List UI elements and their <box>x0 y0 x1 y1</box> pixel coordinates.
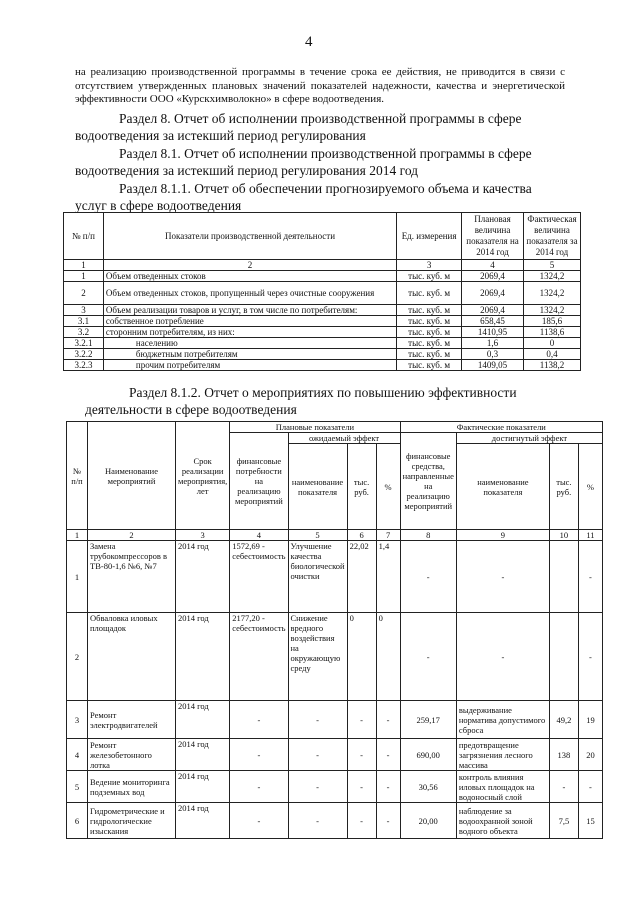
row-num: 5 <box>67 771 88 803</box>
row-num: 3.2 <box>64 327 104 338</box>
table-row <box>64 327 581 338</box>
table2-header-rub: тыс. руб. <box>347 444 376 530</box>
row-name: Ремонт железобетонного лотка <box>88 739 176 771</box>
row-plan: 2069,4 <box>462 271 524 282</box>
row-effect: - <box>288 803 347 839</box>
row-num: 2 <box>67 613 88 701</box>
table-efficiency-measures <box>66 421 603 839</box>
row-actual-finance: 20,00 <box>400 803 456 839</box>
row-effect: Снижение вредного воздействия на окружающую среду <box>288 613 347 701</box>
row-finance: - <box>230 739 288 771</box>
col-number: 4 <box>230 530 288 541</box>
row-unit: тыс. куб. м <box>397 360 462 371</box>
row-actual-pct: - <box>578 771 602 803</box>
col-number: 1 <box>64 260 104 271</box>
table1-column-numbers <box>64 260 581 271</box>
table1-header-indicator: Показатели производственной деятельности <box>103 213 396 260</box>
row-num: 2 <box>64 282 104 305</box>
row-unit: тыс. куб. м <box>397 282 462 305</box>
table-row <box>64 282 581 305</box>
row-unit: тыс. куб. м <box>397 338 462 349</box>
table-row <box>64 305 581 316</box>
heading-section-8-1-2: Раздел 8.1.2. Отчет о мероприятиях по повышению эффективности деятельности в сфере водоотведения <box>85 385 517 417</box>
row-effect: - <box>288 701 347 739</box>
table-row <box>67 803 603 839</box>
row-pct: 0 <box>376 613 400 701</box>
table2-header-indicator: наименование показателя <box>288 444 347 530</box>
table2-header-expected: ожидаемый эффект <box>288 433 400 444</box>
table1-header-num: № п/п <box>64 213 104 260</box>
row-fact: 1324,2 <box>523 305 580 316</box>
table-row <box>64 338 581 349</box>
col-number: 2 <box>103 260 396 271</box>
row-unit: тыс. куб. м <box>397 327 462 338</box>
table-row <box>64 349 581 360</box>
row-actual-pct: - <box>578 613 602 701</box>
row-finance: - <box>230 803 288 839</box>
row-actual-rub: 7,5 <box>549 803 578 839</box>
row-term: 2014 год <box>176 771 230 803</box>
table2-header-actual-pct: % <box>578 444 602 530</box>
row-actual-finance: 690,00 <box>400 739 456 771</box>
table-volume-quality <box>63 212 581 371</box>
row-num: 3.2.2 <box>64 349 104 360</box>
row-indicator: Объем реализации товаров и услуг, в том числе по потребителям: <box>103 305 396 316</box>
table2-header-actual-indicator: наименование показателя <box>456 444 549 530</box>
row-actual-name: выдерживание норматива допустимого сброса <box>456 701 549 739</box>
row-indicator: сторонним потребителям, из них: <box>103 327 396 338</box>
row-fact: 0,4 <box>523 349 580 360</box>
row-rub: - <box>347 701 376 739</box>
row-pct: - <box>376 701 400 739</box>
row-effect: - <box>288 771 347 803</box>
row-actual-name: контроль влияния иловых площадок на водоносный слой <box>456 771 549 803</box>
table2-header-finance: финансовые потребности на реализацию мероприятий <box>230 433 288 530</box>
table2-header-row-1 <box>67 422 603 433</box>
intro-paragraph: на реализацию производственной программы в течение срока ее действия, не приводится в связи с отсутствием утвержденных плановых значений показателей надежности, качества и энергетической эффективности ООО «Курскхимволокно» в сфере водоотведения. <box>75 66 565 105</box>
row-num: 4 <box>67 739 88 771</box>
table1-header-row <box>64 213 581 260</box>
row-plan: 2069,4 <box>462 305 524 316</box>
heading-section-8-1-1: Раздел 8.1.1. Отчет об обеспечении прогнозируемого объема и качества услуг в сфере водоотведения <box>75 181 532 213</box>
heading-section-8-1: Раздел 8.1. Отчет об исполнении производственной программы в сфере водоотведения за истекший период регулирования 2014 год <box>75 146 532 178</box>
row-name: Гидрометрические и гидрологические изыскания <box>88 803 176 839</box>
row-actual-pct: 20 <box>578 739 602 771</box>
col-number: 11 <box>578 530 602 541</box>
table2-header-actual-rub: тыс. руб. <box>549 444 578 530</box>
row-fact: 185,6 <box>523 316 580 327</box>
row-indicator: Объем отведенных стоков <box>103 271 396 282</box>
table2-header-term: Срок реализации мероприятия, лет <box>176 422 230 530</box>
row-num: 3 <box>67 701 88 739</box>
table2-header-num: № п/п <box>67 422 88 530</box>
row-name: Ремонт электродвигателей <box>88 701 176 739</box>
table-row <box>67 613 603 701</box>
row-name: Замена трубокомпрессоров в ТВ-80-1,6 №6, №7 <box>88 541 176 613</box>
table-row <box>64 316 581 327</box>
col-number: 1 <box>67 530 88 541</box>
row-actual-pct: - <box>578 541 602 613</box>
table2-column-numbers <box>67 530 603 541</box>
row-pct: - <box>376 739 400 771</box>
row-finance: 1572,69 - себестоимость <box>230 541 288 613</box>
row-term: 2014 год <box>176 613 230 701</box>
row-fact: 1138,2 <box>523 360 580 371</box>
row-num: 1 <box>67 541 88 613</box>
row-actual-pct: 19 <box>578 701 602 739</box>
row-actual-pct: 15 <box>578 803 602 839</box>
row-rub: - <box>347 771 376 803</box>
col-number: 6 <box>347 530 376 541</box>
row-actual-finance: - <box>400 613 456 701</box>
row-unit: тыс. куб. м <box>397 271 462 282</box>
row-fact: 0 <box>523 338 580 349</box>
row-actual-name: предотвращение загрязнения лесного массива <box>456 739 549 771</box>
col-number: 2 <box>88 530 176 541</box>
row-actual-finance: - <box>400 541 456 613</box>
row-term: 2014 год <box>176 739 230 771</box>
row-unit: тыс. куб. м <box>397 349 462 360</box>
col-number: 3 <box>176 530 230 541</box>
col-number: 4 <box>462 260 524 271</box>
row-num: 3.1 <box>64 316 104 327</box>
table-row <box>64 271 581 282</box>
row-term: 2014 год <box>176 701 230 739</box>
row-term: 2014 год <box>176 541 230 613</box>
table-row <box>67 739 603 771</box>
row-unit: тыс. куб. м <box>397 305 462 316</box>
row-pct: - <box>376 771 400 803</box>
row-actual-name: наблюдение за водоохранной зоной водного объекта <box>456 803 549 839</box>
col-number: 8 <box>400 530 456 541</box>
table-row <box>64 360 581 371</box>
row-indicator: Объем отведенных стоков, пропущенный через очистные сооружения <box>103 282 396 305</box>
table2-header-planned: Плановые показатели <box>230 422 400 433</box>
row-effect: Улучшение качества биологической очистки <box>288 541 347 613</box>
row-actual-finance: 30,56 <box>400 771 456 803</box>
row-plan: 1,6 <box>462 338 524 349</box>
col-number: 7 <box>376 530 400 541</box>
row-rub: 22,02 <box>347 541 376 613</box>
row-plan: 2069,4 <box>462 282 524 305</box>
row-rub: 0 <box>347 613 376 701</box>
table1-header-planned: Плановая величина показателя на 2014 год <box>462 213 524 260</box>
row-actual-name: - <box>456 541 549 613</box>
row-indicator: собственное потребление <box>103 316 396 327</box>
col-number: 5 <box>288 530 347 541</box>
row-indicator: населению <box>103 338 396 349</box>
row-indicator: прочим потребителям <box>103 360 396 371</box>
row-finance: - <box>230 771 288 803</box>
row-fact: 1324,2 <box>523 282 580 305</box>
row-finance: 2177,20 - себестоимость <box>230 613 288 701</box>
row-actual-finance: 259,17 <box>400 701 456 739</box>
row-num: 1 <box>64 271 104 282</box>
table2-header-actual-finance: финансовые средства, направленные на реализацию мероприятий <box>400 433 456 530</box>
table-row <box>67 541 603 613</box>
table2-header-actual: Фактические показатели <box>400 422 602 433</box>
page-number: 4 <box>305 34 313 50</box>
row-pct: - <box>376 803 400 839</box>
row-rub: - <box>347 739 376 771</box>
row-fact: 1138,6 <box>523 327 580 338</box>
row-num: 6 <box>67 803 88 839</box>
row-finance: - <box>230 701 288 739</box>
row-plan: 1409,05 <box>462 360 524 371</box>
table-row <box>67 771 603 803</box>
table1-header-actual: Фактическая величина показателя за 2014 год <box>523 213 580 260</box>
row-actual-rub <box>549 541 578 613</box>
table2-header-name: Наименование мероприятий <box>88 422 176 530</box>
table2-header-pct: % <box>376 444 400 530</box>
row-rub: - <box>347 803 376 839</box>
row-actual-rub: 49,2 <box>549 701 578 739</box>
row-plan: 1410,95 <box>462 327 524 338</box>
row-effect: - <box>288 739 347 771</box>
row-term: 2014 год <box>176 803 230 839</box>
row-num: 3.2.3 <box>64 360 104 371</box>
row-name: Обваловка иловых площадок <box>88 613 176 701</box>
row-plan: 658,45 <box>462 316 524 327</box>
row-fact: 1324,2 <box>523 271 580 282</box>
row-plan: 0,3 <box>462 349 524 360</box>
col-number: 9 <box>456 530 549 541</box>
row-indicator: бюджетным потребителям <box>103 349 396 360</box>
col-number: 10 <box>549 530 578 541</box>
row-actual-rub: 138 <box>549 739 578 771</box>
table-row <box>67 701 603 739</box>
row-actual-rub: - <box>549 771 578 803</box>
table2-header-achieved: достигнутый эффект <box>456 433 602 444</box>
heading-section-8: Раздел 8. Отчет об исполнении производственной программы в сфере водоотведения за истекший период регулирования <box>75 111 522 143</box>
row-pct: 1,4 <box>376 541 400 613</box>
col-number: 3 <box>397 260 462 271</box>
row-num: 3.2.1 <box>64 338 104 349</box>
row-unit: тыс. куб. м <box>397 316 462 327</box>
row-actual-rub <box>549 613 578 701</box>
table1-header-unit: Ед. измерения <box>397 213 462 260</box>
col-number: 5 <box>523 260 580 271</box>
row-num: 3 <box>64 305 104 316</box>
row-actual-name: - <box>456 613 549 701</box>
row-name: Ведение мониторинга подземных вод <box>88 771 176 803</box>
